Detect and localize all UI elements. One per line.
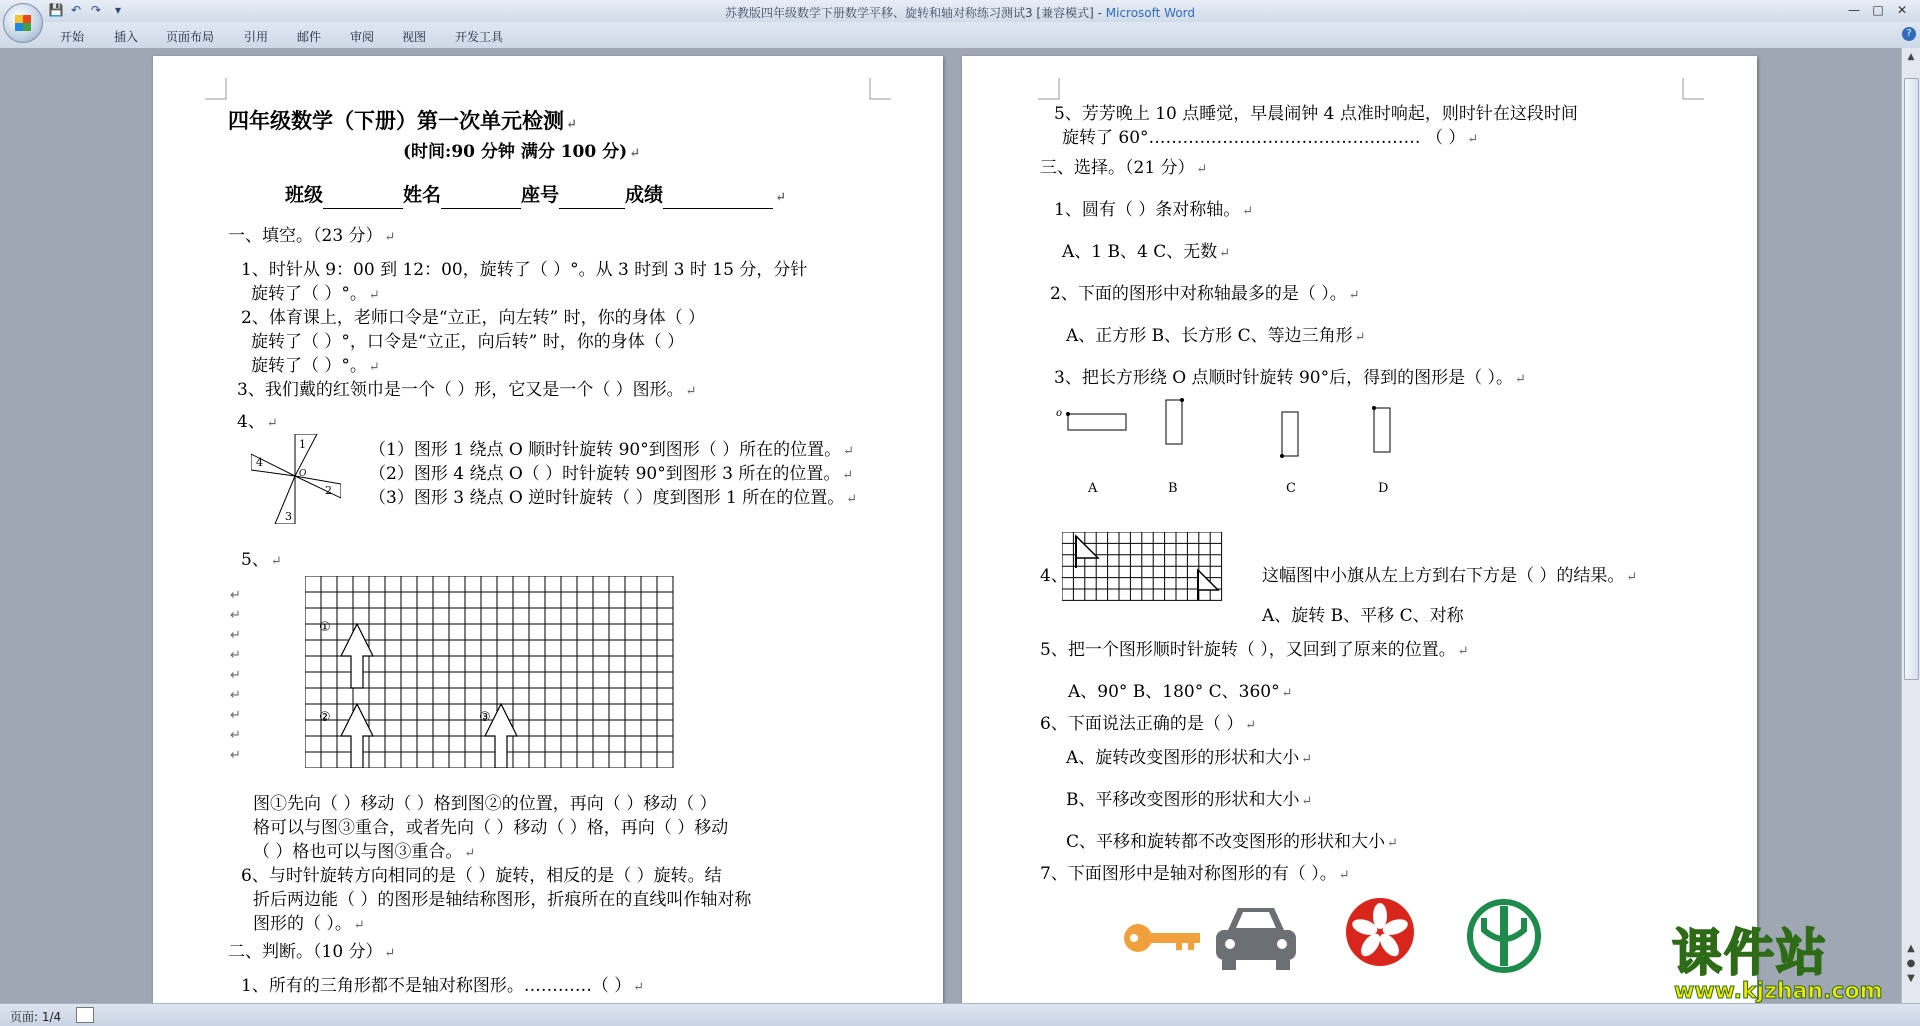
score-field[interactable] <box>663 191 773 209</box>
judge-question-5: 5、芳芳晚上 10 点睡觉，早晨闹钟 4 点准时响起，则时针在这段时间 <box>1054 104 1578 124</box>
key-icon <box>1124 924 1200 952</box>
choice-question-2-options: A、正方形 B、长方形 C、等边三角形 ↵ <box>1066 326 1366 346</box>
question-2: 2、体育课上，老师口令是“立正，向左转” 时，你的身体（ ） <box>241 308 706 328</box>
vertical-scrollbar[interactable] <box>1901 48 1920 1003</box>
rectangle-rotation-figure <box>1056 396 1436 496</box>
question-4-part-1: （1）图形 1 绕点 O 顺时针旋转 90°到图形（ ）所在的位置。 ↵ <box>369 440 855 460</box>
section-true-false: 二、判断。（10 分） ↵ <box>228 942 396 962</box>
watermark-title: 课件站 <box>1672 924 1828 982</box>
tab-home[interactable]: 开始 <box>60 30 85 44</box>
choice-question-4-options: A、旋转 B、平移 C、对称 <box>1262 606 1464 626</box>
option-c-label: C <box>1286 481 1296 496</box>
option-b-label: B <box>1168 481 1178 496</box>
site-watermark <box>1660 925 1920 1007</box>
choice-question-1: 1、圆有（ ）条对称轴。 ↵ <box>1054 200 1254 220</box>
car-icon <box>1216 908 1296 970</box>
seat-field[interactable] <box>559 191 625 209</box>
undo-icon[interactable]: ↶ <box>70 3 82 17</box>
choice-question-6-a: A、旋转改变图形的形状和大小 ↵ <box>1066 748 1313 768</box>
point-o-label: o <box>1056 408 1063 419</box>
proofing-status-icon[interactable] <box>76 1007 94 1023</box>
option-d-label: D <box>1378 481 1389 496</box>
title-bar <box>0 0 1920 22</box>
question-1-cont: 旋转了（ ）°。 ↵ <box>251 284 380 304</box>
choice-question-4: 4、 <box>1040 566 1068 586</box>
section-fill-blank: 一、填空。（23 分） ↵ <box>228 226 396 246</box>
status-bar <box>0 1003 1920 1026</box>
rotation-point-o: O <box>299 469 307 479</box>
office-logo-icon <box>15 15 31 31</box>
question-1: 1、时针从 9：00 到 12：00，旋转了（ ）°。从 3 时到 3 时 15 分，分针 <box>241 260 808 280</box>
hong-kong-flower-icon <box>1346 898 1414 966</box>
figure-label-4: 4 <box>256 456 263 469</box>
agricultural-bank-logo-icon <box>1470 902 1538 970</box>
question-4-part-2: （2）图形 4 绕点 O（ ）时针旋转 90°到图形 3 所在的位置。 ↵ <box>369 464 854 484</box>
class-field[interactable] <box>323 191 403 209</box>
name-label: 姓名 <box>403 184 442 206</box>
tab-references[interactable]: 引用 <box>244 30 269 44</box>
customize-qat-icon[interactable]: ▾ <box>114 3 122 17</box>
exam-subtitle: (时间:90 分钟 满分 100 分) ↵ <box>403 142 641 162</box>
section-choice: 三、选择。（21 分） ↵ <box>1040 158 1208 178</box>
question-4-part-3: （3）图形 3 绕点 O 逆时针旋转（ ）度到图形 1 所在的位置。 ↵ <box>369 488 858 508</box>
page-count-status[interactable]: 页面: 1/4 <box>10 1010 62 1024</box>
choice-question-3: 3、把长方形绕 O 点顺时针旋转 90°后，得到的图形是（ ）。 ↵ <box>1054 368 1526 388</box>
symmetry-icons-row <box>1116 896 1636 1003</box>
margin-corner-mark <box>205 78 227 100</box>
save-icon[interactable]: 💾 <box>48 3 64 17</box>
document-page-1 <box>153 56 943 1003</box>
document-page-2 <box>962 56 1757 1003</box>
choice-question-6-c: C、平移和旋转都不改变图形的形状和大小 ↵ <box>1066 832 1398 852</box>
judge-question-5-cont: 旋转了 60°………………………………………… （ ） ↵ <box>1062 128 1479 148</box>
margin-corner-mark <box>1682 78 1704 100</box>
prev-page-icon[interactable]: ▲ <box>1907 943 1915 954</box>
empty-paragraph-marks: ↵ ↵ ↵ ↵ ↵ ↵ ↵ ↵ ↵ <box>230 588 241 763</box>
redo-icon[interactable]: ↷ <box>90 3 102 17</box>
judge-question-1: 1、所有的三角形都不是轴对称图形。…………（ ） ↵ <box>241 976 645 996</box>
pinwheel-rotation-figure <box>251 434 341 524</box>
scroll-thumb[interactable] <box>1904 78 1919 680</box>
figure-label-1: 1 <box>299 438 306 451</box>
option-a-label: A <box>1088 481 1098 496</box>
next-page-icon[interactable]: ▼ <box>1907 973 1915 984</box>
choice-question-2: 2、下面的图形中对称轴最多的是（ ）。 ↵ <box>1050 284 1360 304</box>
figure-label-2: 2 <box>325 484 332 497</box>
choice-question-1-options: A、1 B、4 C、无数 ↵ <box>1062 242 1231 262</box>
page-title: 四年级数学（下册）第一次单元检测 ↵ <box>228 108 577 133</box>
translation-grid-figure <box>305 576 677 768</box>
scroll-up-icon[interactable]: ▲ <box>1907 52 1915 62</box>
tab-insert[interactable]: 插入 <box>114 30 139 44</box>
watermark-url: www.kjzhan.com <box>1674 979 1883 1004</box>
minimize-icon[interactable]: — <box>1848 3 1860 17</box>
help-icon[interactable]: ? <box>1902 27 1916 41</box>
question-5-text-cont: 格可以与图③重合，或者先向（ ）移动（ ）格，再向（ ）移动 <box>253 818 729 838</box>
question-4: 4、 ↵ <box>237 412 278 432</box>
flag-translation-grid <box>1062 532 1242 602</box>
score-label: 成绩 <box>625 184 664 206</box>
margin-corner-mark <box>869 78 891 100</box>
tab-mailings[interactable]: 邮件 <box>297 30 322 44</box>
name-field[interactable] <box>441 191 521 209</box>
close-icon[interactable]: ✕ <box>1896 3 1908 17</box>
tab-page-layout[interactable]: 页面布局 <box>166 30 215 44</box>
maximize-icon[interactable]: □ <box>1872 3 1884 17</box>
office-button[interactable] <box>3 3 43 43</box>
document-workspace <box>0 48 1920 1003</box>
question-5-text: 图①先向（ ）移动（ ）格到图②的位置，再向（ ）移动（ ） <box>253 794 717 814</box>
grid-label-1: ① <box>319 620 331 635</box>
tab-review[interactable]: 审阅 <box>350 30 375 44</box>
question-6: 6、与时针旋转方向相同的是（ ）旋转，相反的是（ ）旋转。结 <box>241 866 722 886</box>
choice-question-5: 5、把一个图形顺时针旋转（ ），又回到了原来的位置。 ↵ <box>1040 640 1469 660</box>
choice-question-4-text: 这幅图中小旗从左上方到右下方是（ ）的结果。 ↵ <box>1262 566 1638 586</box>
question-6-cont: 图形的（ ）。 ↵ <box>253 914 365 934</box>
ribbon-tabs <box>0 22 1920 49</box>
student-info-line: 班级 姓名 座号 成绩 ↵ <box>285 184 786 209</box>
question-5: 5、 ↵ <box>241 550 282 570</box>
choice-question-5-options: A、90° B、180° C、360° ↵ <box>1068 682 1293 702</box>
class-label: 班级 <box>285 184 324 206</box>
tab-view[interactable]: 视图 <box>402 30 427 44</box>
choice-question-7: 7、下面图形中是轴对称图形的有（ ）。 ↵ <box>1040 864 1350 884</box>
choice-question-6-b: B、平移改变图形的形状和大小 ↵ <box>1066 790 1313 810</box>
margin-corner-mark <box>1038 78 1060 100</box>
select-browse-object-icon[interactable]: ● <box>1906 958 1916 969</box>
seat-label: 座号 <box>521 184 560 206</box>
choice-question-6: 6、下面说法正确的是（ ） ↵ <box>1040 714 1257 734</box>
question-5-text-cont: （ ）格也可以与图③重合。 ↵ <box>253 842 476 862</box>
question-2-cont: 旋转了（ ）°，口令是“立正，向后转” 时，你的身体（ ） <box>251 332 685 352</box>
figure-label-3: 3 <box>285 510 292 523</box>
grid-label-2: ② <box>319 710 331 725</box>
tab-developer[interactable]: 开发工具 <box>455 30 504 44</box>
question-3: 3、我们戴的红领巾是一个（ ）形，它又是一个（ ）图形。 ↵ <box>237 380 697 400</box>
window-title: 苏教版四年级数学下册数学平移、旋转和轴对称练习测试3 [兼容模式] - Microsoft Word <box>724 6 1196 20</box>
grid-label-3: ③ <box>479 710 491 725</box>
question-2-cont: 旋转了（ ）°。 ↵ <box>251 356 380 376</box>
question-6-cont: 折后两边能（ ）的图形是轴结称图形，折痕所在的直线叫作轴对称 <box>253 890 752 910</box>
